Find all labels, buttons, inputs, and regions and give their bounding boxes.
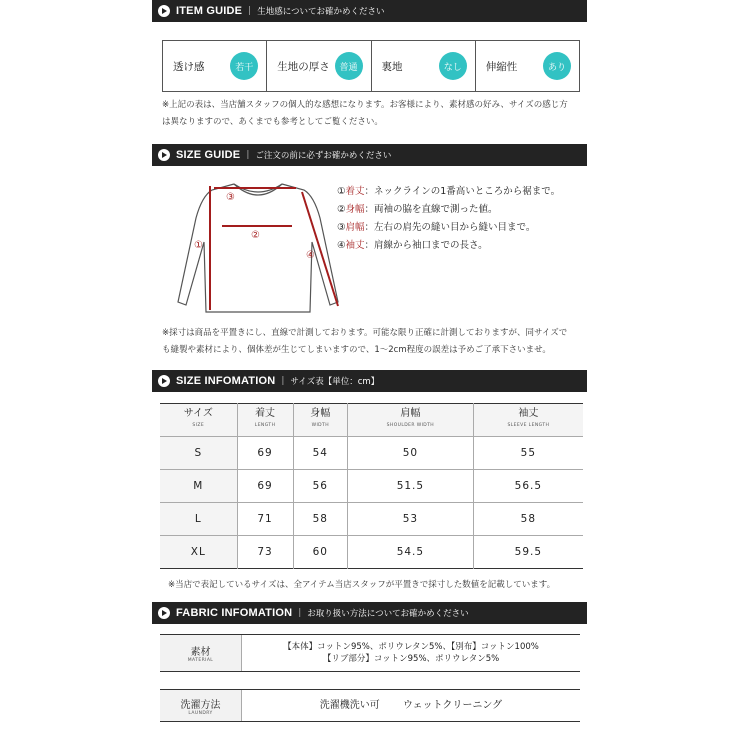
def-num: ④ (337, 240, 346, 251)
cell-length: 73 (237, 536, 293, 569)
guide-cell-thickness (267, 41, 371, 91)
note-line: ※上記の表は、当店舗スタッフの個人的な感想になります。お客様により、素材感の好み、サイズの感じ方 (162, 100, 568, 110)
header-sleeve: 袖丈 SLEEVE LENGTH (473, 404, 583, 437)
cell-size: M (160, 470, 237, 503)
table-row (160, 437, 583, 470)
header-shoulder: 肩幅 SHOULDER WIDTH (348, 404, 474, 437)
note-line: も縫製や素材により、個体差が生じてしまいますので、1〜2cm程度の誤差は予めご了承下さいませ。 (162, 345, 551, 355)
table-row (160, 470, 583, 503)
sleeve-arrow (302, 192, 338, 306)
guide-label: 裏地 (381, 60, 403, 73)
divider: | (248, 6, 252, 16)
cell-width: 58 (293, 503, 347, 536)
play-circle-icon (158, 149, 170, 161)
play-circle-icon (158, 375, 170, 387)
mark-3: ③ (226, 192, 235, 203)
divider: | (281, 376, 285, 386)
fabric-info-header (152, 602, 587, 624)
size-info-note: ※当店で表記しているサイズは、全アイテム当店スタッフが平置きで採寸した数値を記載しています。 (168, 580, 556, 590)
def-label: 肩幅 (345, 222, 365, 233)
def-row (337, 237, 560, 255)
divider: | (298, 608, 302, 618)
guide-label: 生地の厚さ (277, 60, 330, 73)
cell-length: 71 (237, 503, 293, 536)
guide-label: 伸縮性 (485, 60, 518, 73)
material-value (242, 635, 580, 671)
table-row (160, 536, 583, 569)
cell-shoulder: 53 (348, 503, 474, 536)
guide-badge: 普通 (335, 52, 363, 80)
material-line: 【リブ部分】コットン95%、ポリウレタン5% (322, 654, 500, 664)
item-guide-note (162, 97, 568, 131)
def-label: 身幅 (345, 204, 365, 215)
material-line: 【本体】コットン95%、ポリウレタン5%、【別布】コットン100% (283, 642, 539, 652)
section-title: ITEM GUIDE (176, 5, 243, 17)
cell-width: 56 (293, 470, 347, 503)
section-subtitle: サイズ表【単位：cm】 (290, 377, 380, 387)
header-size: サイズ SIZE (160, 404, 237, 437)
material-row (160, 634, 580, 672)
header-width: 身幅 WIDTH (293, 404, 347, 437)
cell-shoulder: 50 (348, 437, 474, 470)
size-guide-header (152, 144, 587, 166)
section-subtitle: 生地感についてお確かめください (257, 7, 385, 17)
cell-sleeve: 55 (473, 437, 583, 470)
def-row (337, 201, 560, 219)
item-guide-header (152, 0, 587, 22)
section-title: SIZE GUIDE (176, 149, 241, 161)
item-guide-table (162, 40, 580, 92)
def-text: ：肩線から袖口までの長さ。 (364, 240, 488, 251)
section-title: FABRIC INFOMATION (176, 607, 293, 619)
def-label: 着丈 (345, 186, 365, 197)
cell-shoulder: 54.5 (348, 536, 474, 569)
cell-width: 60 (293, 536, 347, 569)
laundry-value: 洗濯機洗い可 ウェットクリーニング (319, 699, 503, 711)
section-subtitle: お取り扱い方法についてお確かめください (307, 609, 469, 619)
def-num: ① (337, 186, 346, 197)
def-num: ② (337, 204, 346, 215)
laundry-row (160, 689, 580, 722)
guide-cell-transparency (163, 41, 267, 91)
size-guide-note (162, 325, 567, 359)
mark-2: ② (251, 230, 260, 241)
cell-sleeve: 59.5 (514, 546, 543, 558)
cell-sleeve: 58 (473, 503, 583, 536)
section-subtitle: ご注文の前に必ずお確かめください (255, 151, 392, 161)
cell-length: 69 (237, 437, 293, 470)
mark-1: ① (194, 240, 203, 251)
play-circle-icon (158, 5, 170, 17)
guide-badge: 若干 (230, 52, 258, 80)
shirt-diagram (168, 174, 348, 320)
play-circle-icon (158, 607, 170, 619)
cell-shoulder: 51.5 (348, 470, 474, 503)
measurement-definitions (337, 183, 560, 255)
guide-badge: あり (543, 52, 571, 80)
section-title: SIZE INFOMATION (176, 375, 276, 387)
cell-size: L (160, 503, 237, 536)
size-info-header (152, 370, 587, 392)
note-line: ※採寸は商品を平置きにし、直線で計測しております。可能な限り正確に計測しておりますが、同サイズで (162, 328, 568, 338)
def-num: ③ (337, 222, 346, 233)
laundry-key: 洗濯方法 LAUNDRY (160, 690, 242, 721)
cell-width: 54 (293, 437, 347, 470)
def-text: ：両袖の脇を直線で測った値。 (364, 204, 498, 215)
size-table (160, 403, 583, 569)
cell-size: XL (160, 536, 237, 569)
note-line: は異なりますので、あくまでも参考としてご覧ください。 (162, 117, 383, 127)
divider: | (246, 150, 250, 160)
guide-cell-lining (372, 41, 476, 91)
def-text: ：ネックラインの1番高いところから裾まで。 (364, 186, 561, 197)
header-length: 着丈 LENGTH (237, 404, 293, 437)
cell-sleeve: 56.5 (473, 470, 583, 503)
cell-length: 69 (237, 470, 293, 503)
def-row (337, 219, 560, 237)
def-row (337, 183, 560, 201)
mark-4: ④ (306, 250, 315, 261)
size-table-header (160, 404, 583, 437)
def-label: 袖丈 (345, 240, 365, 251)
guide-cell-stretch (476, 41, 579, 91)
table-row (160, 503, 583, 536)
def-text: ：左右の肩先の縫い目から縫い目まで。 (364, 222, 536, 233)
guide-badge: なし (439, 52, 467, 80)
cell-size: S (160, 437, 237, 470)
guide-label: 透け感 (173, 60, 205, 73)
material-key: 素材 MATERIAL (160, 635, 242, 671)
